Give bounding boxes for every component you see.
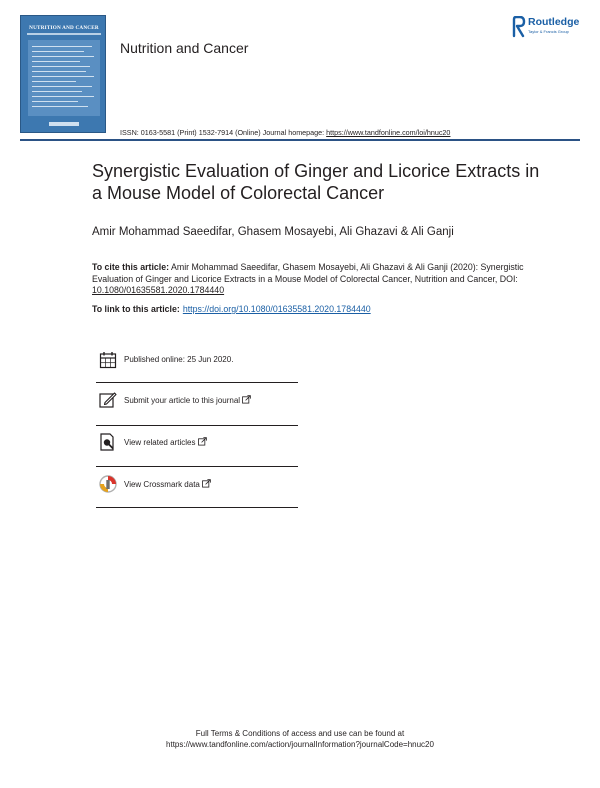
calendar-icon: [99, 351, 117, 369]
external-link-icon: [242, 395, 251, 404]
cover-title: NUTRITION AND CANCER: [29, 25, 99, 31]
related-articles-link[interactable]: [124, 437, 207, 447]
article-authors: Amir Mohammad Saeedifar, Ghasem Mosayebi, Ali Ghazavi & Ali Ganji: [92, 226, 454, 238]
crossmark-icon: [99, 475, 117, 493]
citation-text: Amir Mohammad Saeedifar, Ghasem Mosayebi, Ali Ghazavi & Ali Ganji (2020): Synergistic Evaluation of Ginger and Licorice Extracts in a Mouse Model of Colorectal Cancer, Nutrition and Cancer, DOI:: [92, 262, 524, 284]
submit-article-label: Submit your article to this journal: [124, 396, 241, 405]
info-divider: [96, 466, 298, 467]
journal-homepage-link[interactable]: https://www.tandfonline.com/loi/hnuc20: [326, 128, 451, 137]
issn-text: ISSN: 0163-5581 (Print) 1532-7914 (Online) Journal homepage:: [120, 128, 327, 137]
info-divider: [96, 425, 298, 426]
external-link-icon: [202, 479, 211, 488]
issn-line: [120, 128, 450, 137]
journal-name: Nutrition and Cancer: [120, 40, 249, 56]
submit-article-row[interactable]: [96, 391, 296, 411]
article-title: Synergistic Evaluation of Ginger and Licorice Extracts in a Mouse Model of Colorectal Cancer: [92, 161, 540, 203]
header-divider: [20, 139, 580, 141]
citation-label: To cite this article:: [92, 262, 170, 272]
published-online-row: [96, 351, 296, 371]
citation-block: [92, 262, 552, 297]
cover-contents-panel: [28, 40, 100, 116]
related-articles-label: View related articles: [124, 438, 196, 447]
article-link-line: [92, 304, 371, 314]
info-divider: [96, 382, 298, 383]
publisher-name: Routledge: [528, 16, 580, 28]
footer-terms-url[interactable]: https://www.tandfonline.com/action/journalInformation?journalCode=hnuc20: [166, 740, 434, 749]
article-doi-url[interactable]: https://doi.org/10.1080/01635581.2020.1784440: [182, 304, 371, 314]
info-divider: [96, 507, 298, 508]
terms-footer: [0, 728, 600, 750]
routledge-r-icon: [512, 16, 526, 38]
crossmark-row[interactable]: [96, 475, 296, 495]
routledge-logo: [512, 16, 592, 38]
citation-doi-link[interactable]: 10.1080/01635581.2020.1784440: [92, 285, 225, 295]
submit-article-link[interactable]: [124, 395, 251, 405]
publisher-tagline: Taylor & Francis Group: [528, 29, 569, 34]
cover-subtitle-bar: [27, 33, 101, 35]
journal-cover-image: [20, 15, 106, 133]
related-articles-search-icon: [99, 433, 117, 451]
crossmark-label: View Crossmark data: [124, 480, 200, 489]
cover-publisher-mark: [49, 122, 79, 126]
external-link-icon: [198, 437, 207, 446]
crossmark-link[interactable]: [124, 479, 211, 489]
article-link-label: To link to this article:: [92, 304, 180, 314]
published-online-text: Published online: 25 Jun 2020.: [124, 355, 234, 364]
related-articles-row[interactable]: [96, 433, 296, 453]
footer-line-1: Full Terms & Conditions of access and use can be found at: [195, 729, 405, 738]
pencil-edit-icon: [99, 391, 117, 409]
